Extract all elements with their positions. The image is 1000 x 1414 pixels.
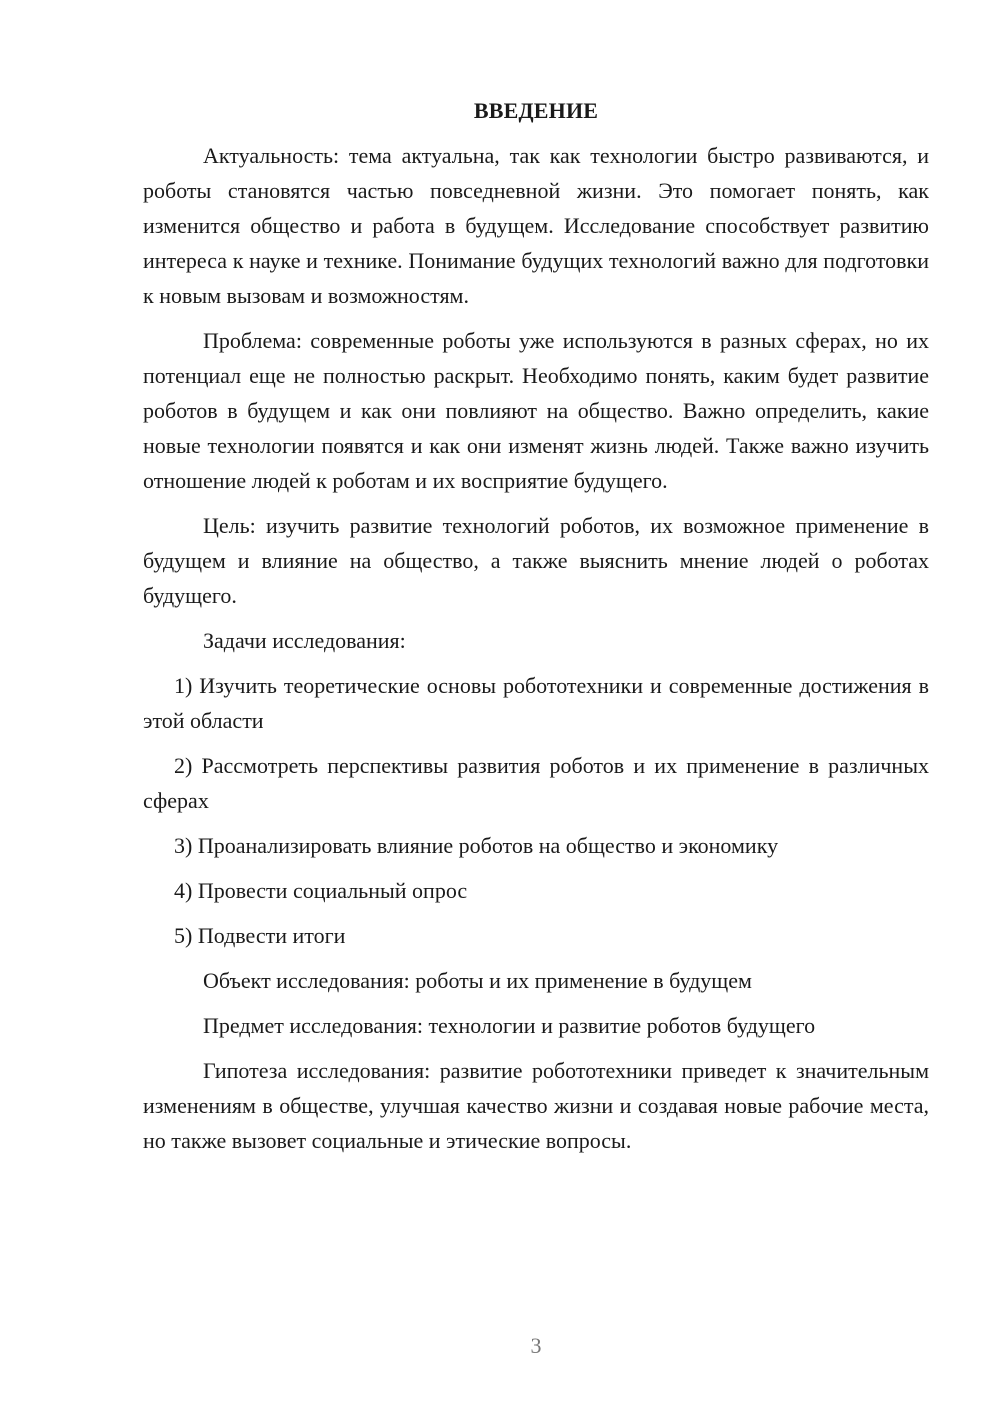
relevance-paragraph: Актуальность: тема актуальна, так как технологии быстро развиваются, и роботы становятся частью повседневной жизни. Это помогает понять, как изменится общество и работа в будущем. Исследование способствует развитию интереса к науке и технике. Понимание будущих технологий важно для подготовки к новым вызовам и возможностям.: [143, 143, 929, 308]
tasks-title: Задачи исследования:: [203, 628, 406, 653]
task-item-1: 1) Изучить теоретические основы робототехники и современные достижения в этой области: [143, 673, 929, 733]
page-number: 3: [530, 1333, 542, 1358]
task-item-3: 3) Проанализировать влияние роботов на общество и экономику: [174, 833, 779, 858]
research-subject: Предмет исследования: технологии и развитие роботов будущего: [203, 1013, 816, 1038]
task-item-5: 5) Подвести итоги: [174, 923, 346, 948]
problem-paragraph: Проблема: современные роботы уже используются в разных сферах, но их потенциал еще не полностью раскрыт. Необходимо понять, каким будет развитие роботов в будущем и как они повлияют на общество. Важно определить, какие новые технологии появятся и как они изменят жизнь людей. Также важно изучить отношение людей к роботам и их восприятие будущего.: [143, 328, 929, 493]
task-item-2: 2) Рассмотреть перспективы развития роботов и их применение в различных сферах: [143, 753, 929, 813]
hypothesis-paragraph: Гипотеза исследования: развитие робототехники приведет к значительным изменениям в обществе, улучшая качество жизни и создавая новые рабочие места, но также вызовет социальные и этические вопросы.: [143, 1058, 929, 1153]
research-object: Объект исследования: роботы и их применение в будущем: [203, 968, 752, 993]
section-heading: ВВЕДЕНИЕ: [473, 98, 599, 123]
goal-paragraph: Цель: изучить развитие технологий роботов, их возможное применение в будущем и влияние на общество, а также выяснить мнение людей о роботах будущего.: [143, 513, 929, 608]
task-item-4: 4) Провести социальный опрос: [174, 878, 468, 903]
page-content: [143, 96, 929, 1168]
